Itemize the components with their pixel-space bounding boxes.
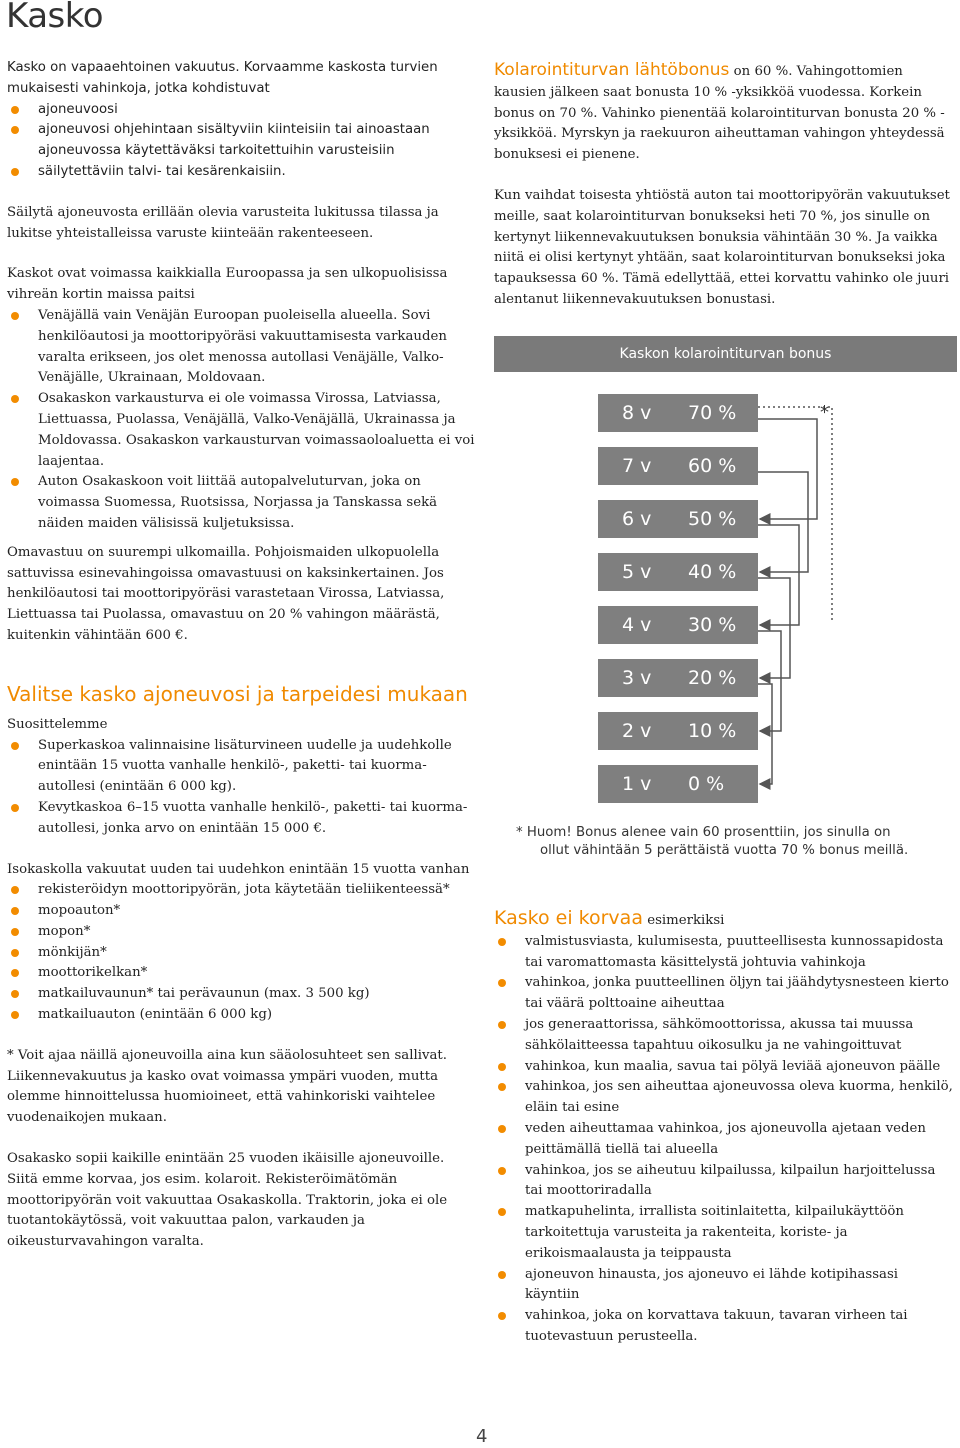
- list-item: matkailuauton (enintään 6 000 kg): [7, 1005, 477, 1026]
- not-covered-list: [494, 932, 956, 1348]
- drop-arrow: [758, 578, 790, 678]
- step-years: 3 v: [622, 667, 652, 689]
- bonus-text: on 60 %. Vahingottomien kausien jälkeen saat bonusta 10 % -yksikköä vuodessa. Korkein bonus on 70 %. Vahinko pienentää kolarointiturvan bonusta 20 % -yksikköä. Myrskyn ja raekuuron aiheuttaman vahingon yhteydessä bonuksesi ei pienene.: [494, 64, 945, 163]
- drop-arrow: [758, 684, 772, 784]
- chart-title: Kaskon kolarointiturvan bonus: [494, 336, 957, 372]
- bonus-step: [598, 500, 758, 538]
- list-item: vahinkoa, jos se aiheutuu kilpailussa, kilpailun harjoittelussa tai moottoriradalla: [494, 1161, 956, 1203]
- step-bonus: 70 %: [688, 402, 737, 424]
- chart-note-line1: * Huom! Bonus alenee vain 60 prosenttiin, jos sinulla on: [516, 825, 891, 840]
- bonus-step: [598, 712, 758, 750]
- step-bonus: 50 %: [688, 508, 737, 530]
- recommend-list: [7, 736, 477, 840]
- validity-list: [7, 306, 477, 535]
- right-column: [494, 60, 956, 311]
- arrow-layer: [758, 407, 832, 784]
- list-item: Superkaskoa valinnaisine lisäturvineen uudelle ja uudehkolle enintään 15 vuotta vanhalle henkilö-, paketti- tai kuorma-autollesi (enintään 6 000 kg).: [7, 736, 477, 798]
- not-covered-section: [494, 908, 956, 1348]
- not-covered-heading: Kasko ei korvaa: [494, 907, 643, 929]
- not-covered-suffix: esimerkiksi: [642, 913, 725, 928]
- switch-text: Kun vaihdat toisesta yhtiöstä auton tai moottoripyörän vakuutukset meille, saat kolarointiturvan bonukseksi heti 70 %, jos sinulle on kertynyt liikennevakuutuksen bonuksia vähintään 30 %. Ja vaikka niitä ei olisi kertynyt yhtään, saat kolarointiturvan bonukseksi joka tapauksessa 60 %. Tämä edellyttää, ettei korvattu vahinko ole juuri alentanut liikennevakuutuksen bonustasi.: [494, 187, 950, 307]
- list-item: säilytettäviin talvi- tai kesärenkaisiin.: [7, 162, 477, 183]
- step-years: 6 v: [622, 508, 652, 530]
- list-item: Kevytkaskoa 6–15 vuotta vanhalle henkilö-, paketti- tai kuorma-autollesi, jonka arvo on enintään 15 000 €.: [7, 798, 477, 840]
- list-item: jos generaattorissa, sähkömoottorissa, akussa tai muussa sähkölaitteessa tapahtuu oikosulku ja ne vahingoittuvat: [494, 1015, 956, 1057]
- list-item: vahinkoa, jos sen aiheuttaa ajoneuvossa oleva kuorma, henkilö, eläin tai esine: [494, 1077, 956, 1119]
- chart-asterisk: *: [820, 402, 829, 423]
- osakasko-text: Osakasko sopii kaikille enintään 25 vuoden ikäisille ajoneuvoille. Siitä emme korvaa, jos esim. kolaroit. Rekisteröimätömän moottoripyörän voit vakuuttaa Osakaskolla. Traktorin, joka ei ole tuotantokäytössä, voit vakuuttaa palon, varkauden ja oikeusturvavahingon varalta.: [7, 1151, 448, 1250]
- list-item: ajoneuvosi ohjehintaan sisältyviin kiinteisiin tai ainoastaan ajoneuvossa käytettäväksi tarkoitettuihin varusteisiin: [7, 120, 477, 162]
- list-item: moottorikelkan*: [7, 963, 477, 984]
- step-bonus: 10 %: [688, 720, 737, 742]
- chart-note: [494, 824, 957, 860]
- footnote-text: * Voit ajaa näillä ajoneuvoilla aina kun sääolosuhteet sen sallivat. Liikennevakuutus ja kasko ovat voimassa ympäri vuoden, mutta olemme hinnoittelussa huomioineet, että vahinkoriski vaihtelee vuodenaikojen mukaan.: [7, 1047, 447, 1126]
- list-item: matkailuvaunun* tai perävaunun (max. 3 500 kg): [7, 984, 477, 1005]
- chart-note-line2: ollut vähintään 5 perättäistä vuotta 70 % bonus meillä.: [540, 843, 909, 858]
- isokasko-list: [7, 880, 477, 1026]
- step-years: 7 v: [622, 455, 652, 477]
- page-title: Kasko: [6, 0, 104, 36]
- bonus-heading: Kolarointiturvan lähtöbonus: [494, 60, 730, 80]
- bonus-step: [598, 659, 758, 697]
- list-item: Osakaskon varkausturva ei ole voimassa Virossa, Latviassa, Liettuassa, Puolassa, Venäjällä, Valko-Venäjällä, Ukrainassa ja Moldovassa. Osakaskon varkausturvan voimassaoloaluetta ei voi laajentaa.: [7, 389, 477, 472]
- deductible-text: Omavastuu on suurempi ulkomailla. Pohjoismaiden ulkopuolella sattuvissa esinevahingoissa omavastuusi on kaksinkertainen. Jos henkilöautosi tai moottoripyöräsi varastetaan Virossa, Latviassa, Liettuassa tai Puolassa, omavastuu on 20 % vahingon määrästä, kuitenkin vähintään 600 €.: [7, 544, 445, 643]
- intro-text: Kasko on vapaaehtoinen vakuutus. Korvaamme kaskosta turvien mukaisesti vahinkoja, jotka kohdistuvat: [7, 60, 438, 96]
- step-bonus: 20 %: [688, 667, 737, 689]
- step-bonus: 40 %: [688, 561, 737, 583]
- list-item: ajoneuvon hinausta, jos ajoneuvo ei lähde kotipihassasi käyntiin: [494, 1265, 956, 1307]
- list-item: veden aiheuttamaa vahinkoa, jos ajoneuvolla ajetaan veden peittämällä tiellä tai alueella: [494, 1119, 956, 1161]
- list-item: vahinkoa, jonka puutteellinen öljyn tai jäähdytysnesteen kierto tai väärä polttoaine aiheuttaa: [494, 973, 956, 1015]
- list-item: mönkijän*: [7, 943, 477, 964]
- bonus-step: [598, 606, 758, 644]
- isokasko-intro: Isokaskolla vakuutat uuden tai uudehkon enintään 15 vuotta vanhan: [7, 861, 470, 877]
- list-item: matkapuhelinta, irrallista soitinlaitetta, kilpailukäyttöön tarkoitettuja varusteita ja rakenteita, koriste- ja erikoismaalausta ja teippausta: [494, 1202, 956, 1264]
- bonus-step: [598, 447, 758, 485]
- not-covered-title: [494, 908, 956, 932]
- bonus-step: [598, 765, 758, 803]
- choose-heading: Valitse kasko ajoneuvosi ja tarpeidesi mukaan: [7, 681, 468, 706]
- step-bonus: 30 %: [688, 614, 737, 636]
- list-item: Auton Osakaskoon voit liittää autopalveluturvan, joka on voimassa Suomessa, Ruotsissa, Norjassa ja Tanskassa sekä näiden maiden välisissä kuljetuksissa.: [7, 472, 477, 534]
- bonus-paragraph: [494, 60, 956, 166]
- drop-arrow: [758, 472, 808, 572]
- intro-list: [7, 100, 477, 183]
- list-item: mopoauton*: [7, 901, 477, 922]
- storage-text: Säilytä ajoneuvosta erillään olevia varusteita lukitussa tilassa ja lukitse yhteistalleissa varuste kiinteään rakenteeseen.: [7, 204, 439, 241]
- dotted-arrow: [758, 407, 832, 621]
- left-column: [7, 58, 477, 1253]
- list-item: vahinkoa, kun maalia, savua tai pölyä leviää ajoneuvon päälle: [494, 1057, 956, 1078]
- validity-text: Kaskot ovat voimassa kaikkialla Euroopassa ja sen ulkopuolisissa vihreän kortin maissa paitsi: [7, 266, 448, 303]
- bonus-chart: [494, 336, 957, 856]
- list-item: ajoneuvoosi: [7, 100, 477, 121]
- bonus-step: [598, 394, 758, 432]
- list-item: valmistusviasta, kulumisesta, puutteellisesta kunnossapidosta tai varomattomasta käsittelystä johtuvia vahinkoja: [494, 932, 956, 974]
- step-years: 8 v: [622, 402, 652, 424]
- step-years: 4 v: [622, 614, 652, 636]
- drop-arrow: [758, 631, 781, 731]
- list-item: rekisteröidyn moottoripyörän, jota käytetään tieliikenteessä*: [7, 880, 477, 901]
- page-number: 4: [476, 1426, 488, 1447]
- list-item: Venäjällä vain Venäjän Euroopan puoleisella alueella. Sovi henkilöautosi ja moottoripyöräsi vakuuttamisesta varkauden varalta erikseen, jos olet menossa autollasi Venäjälle, Valko-Venäjälle, Ukrainaan, Moldovaan.: [7, 306, 477, 389]
- list-item: mopon*: [7, 922, 477, 943]
- step-bonus: 60 %: [688, 455, 737, 477]
- step-bonus: 0 %: [688, 773, 725, 795]
- bonus-step: [598, 553, 758, 591]
- step-years: 5 v: [622, 561, 652, 583]
- step-years: 1 v: [622, 773, 652, 795]
- drop-arrow: [758, 525, 799, 625]
- step-years: 2 v: [622, 720, 652, 742]
- recommend-intro: Suosittelemme: [7, 716, 108, 732]
- list-item: vahinkoa, joka on korvattava takuun, tavaran virheen tai tuotevastuun perusteella.: [494, 1306, 956, 1348]
